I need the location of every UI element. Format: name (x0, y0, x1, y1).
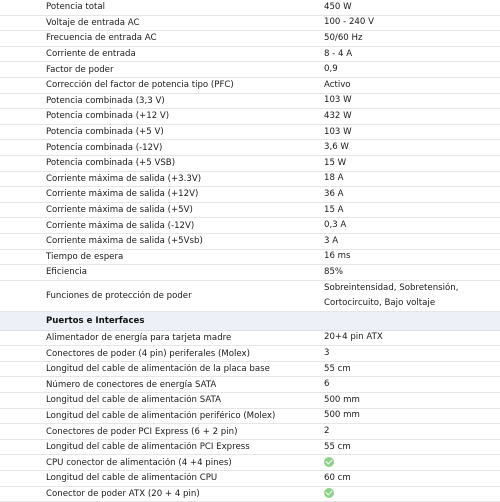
spec-value: 103 W (324, 126, 352, 137)
spec-value: 0,9 (324, 64, 338, 75)
spec-value (278, 455, 500, 470)
section-header-ports: Puertos e Interfaces (0, 312, 500, 331)
spec-value: 500 mm (324, 410, 360, 421)
spec-value: 3 A (324, 235, 339, 246)
spec-value: 103 W (324, 95, 352, 106)
spec-row (0, 16, 500, 32)
spec-value: 6 (324, 379, 330, 390)
spec-label: Conectores de poder PCI Express (6 + 2 pin) (46, 426, 238, 437)
spec-label: Longitud del cable de alimentación SATA (46, 395, 221, 406)
spec-value: 18 A (324, 173, 344, 184)
spec-value: 36 A (324, 188, 344, 199)
spec-row (0, 424, 500, 440)
spec-label: Potencia combinada (+12 V) (46, 111, 170, 122)
spec-value: 432 W (324, 110, 352, 121)
spec-row (0, 281, 500, 312)
spec-label: Longitud del cable de alimentación PCI Express (46, 442, 250, 453)
spec-row (0, 362, 500, 378)
spec-label: Longitud del cable de alimentación CPU (46, 473, 218, 484)
spec-value: 450 W (324, 1, 352, 12)
spec-value: 500 mm (324, 394, 360, 405)
spec-value: Activo (324, 79, 351, 90)
spec-row (0, 172, 500, 188)
spec-label: Frecuencia de entrada AC (46, 33, 157, 44)
spec-value: 20+4 pin ATX (324, 332, 383, 343)
spec-row (0, 393, 500, 409)
spec-row (0, 47, 500, 63)
spec-row (0, 471, 500, 487)
spec-label: Factor de poder (46, 64, 114, 75)
spec-value: 55 cm (324, 441, 351, 452)
spec-value: 0,3 A (324, 220, 347, 231)
spec-label: Corriente máxima de salida (+5Vsb) (46, 236, 203, 247)
spec-label: Conector de poder ATX (20 + 4 pin) (46, 488, 200, 499)
spec-label: Tiempo de espera (46, 251, 124, 262)
spec-row (0, 94, 500, 110)
spec-label: Longitud del cable de alimentación periférico (Molex) (46, 410, 276, 421)
spec-value: 2 (324, 426, 330, 437)
spec-row (0, 78, 500, 94)
spec-row (0, 187, 500, 203)
spec-value: 85% (324, 266, 344, 277)
spec-label: Potencia total (46, 2, 105, 13)
spec-label: Número de conectores de energía SATA (46, 379, 217, 390)
spec-value: 55 cm (324, 363, 351, 374)
spec-label: Corriente máxima de salida (+12V) (46, 189, 199, 200)
spec-value: 3,6 W (324, 142, 349, 153)
spec-label: Conectores de poder (4 pin) periferales (Molex) (46, 348, 250, 359)
spec-value: 15 A (324, 204, 344, 215)
spec-value: Sobreintensidad, Sobretensión, Cortocircuito, Bajo voltaje (324, 282, 459, 308)
spec-value: 100 - 240 V (324, 17, 374, 28)
spec-row (0, 409, 500, 425)
spec-value: 8 - 4 A (324, 48, 353, 59)
spec-row (0, 31, 500, 47)
spec-row (0, 377, 500, 393)
spec-label: Alimentador de energía para tarjeta madre (46, 332, 232, 343)
spec-label: Potencia combinada (+5 V) (46, 127, 164, 138)
spec-label: Eficiencia (46, 267, 88, 278)
spec-row (0, 109, 500, 125)
spec-label: Corriente máxima de salida (-12V) (46, 220, 195, 231)
spec-value: 60 cm (324, 472, 351, 483)
spec-label: Potencia combinada (3,3 V) (46, 95, 165, 106)
spec-row (0, 218, 500, 234)
spec-row (0, 125, 500, 141)
spec-label: Funciones de protección de poder (46, 290, 192, 301)
spec-row (0, 156, 500, 172)
spec-label: Voltaje de entrada AC (46, 17, 140, 28)
spec-row (0, 140, 500, 156)
spec-label: Corrección del factor de potencia tipo (PFC) (46, 80, 234, 91)
spec-row (0, 234, 500, 250)
spec-row (0, 203, 500, 219)
spec-label: Longitud del cable de alimentación de la placa base (46, 364, 270, 375)
spec-value: 50/60 Hz (324, 32, 363, 43)
spec-value: 3 (324, 348, 330, 359)
spec-row (0, 62, 500, 78)
spec-label: Corriente máxima de salida (+5V) (46, 205, 193, 216)
spec-value: 15 W (324, 157, 347, 168)
spec-label: Potencia combinada (+5 VSB) (46, 158, 176, 169)
spec-row (0, 0, 500, 16)
spec-value (278, 486, 500, 501)
spec-row (0, 250, 500, 266)
spec-value: 16 ms (324, 251, 351, 262)
spec-row (0, 455, 500, 471)
spec-row (0, 265, 500, 281)
check-icon (324, 457, 334, 467)
spec-row (0, 440, 500, 456)
spec-row (0, 346, 500, 362)
spec-label: Corriente máxima de salida (+3.3V) (46, 173, 202, 184)
spec-label: Corriente de entrada (46, 49, 136, 60)
check-icon (324, 488, 334, 498)
spec-label: CPU conector de alimentación (4 +4 pines) (46, 457, 232, 468)
spec-row (0, 331, 500, 347)
spec-label: Potencia combinada (-12V) (46, 142, 163, 153)
